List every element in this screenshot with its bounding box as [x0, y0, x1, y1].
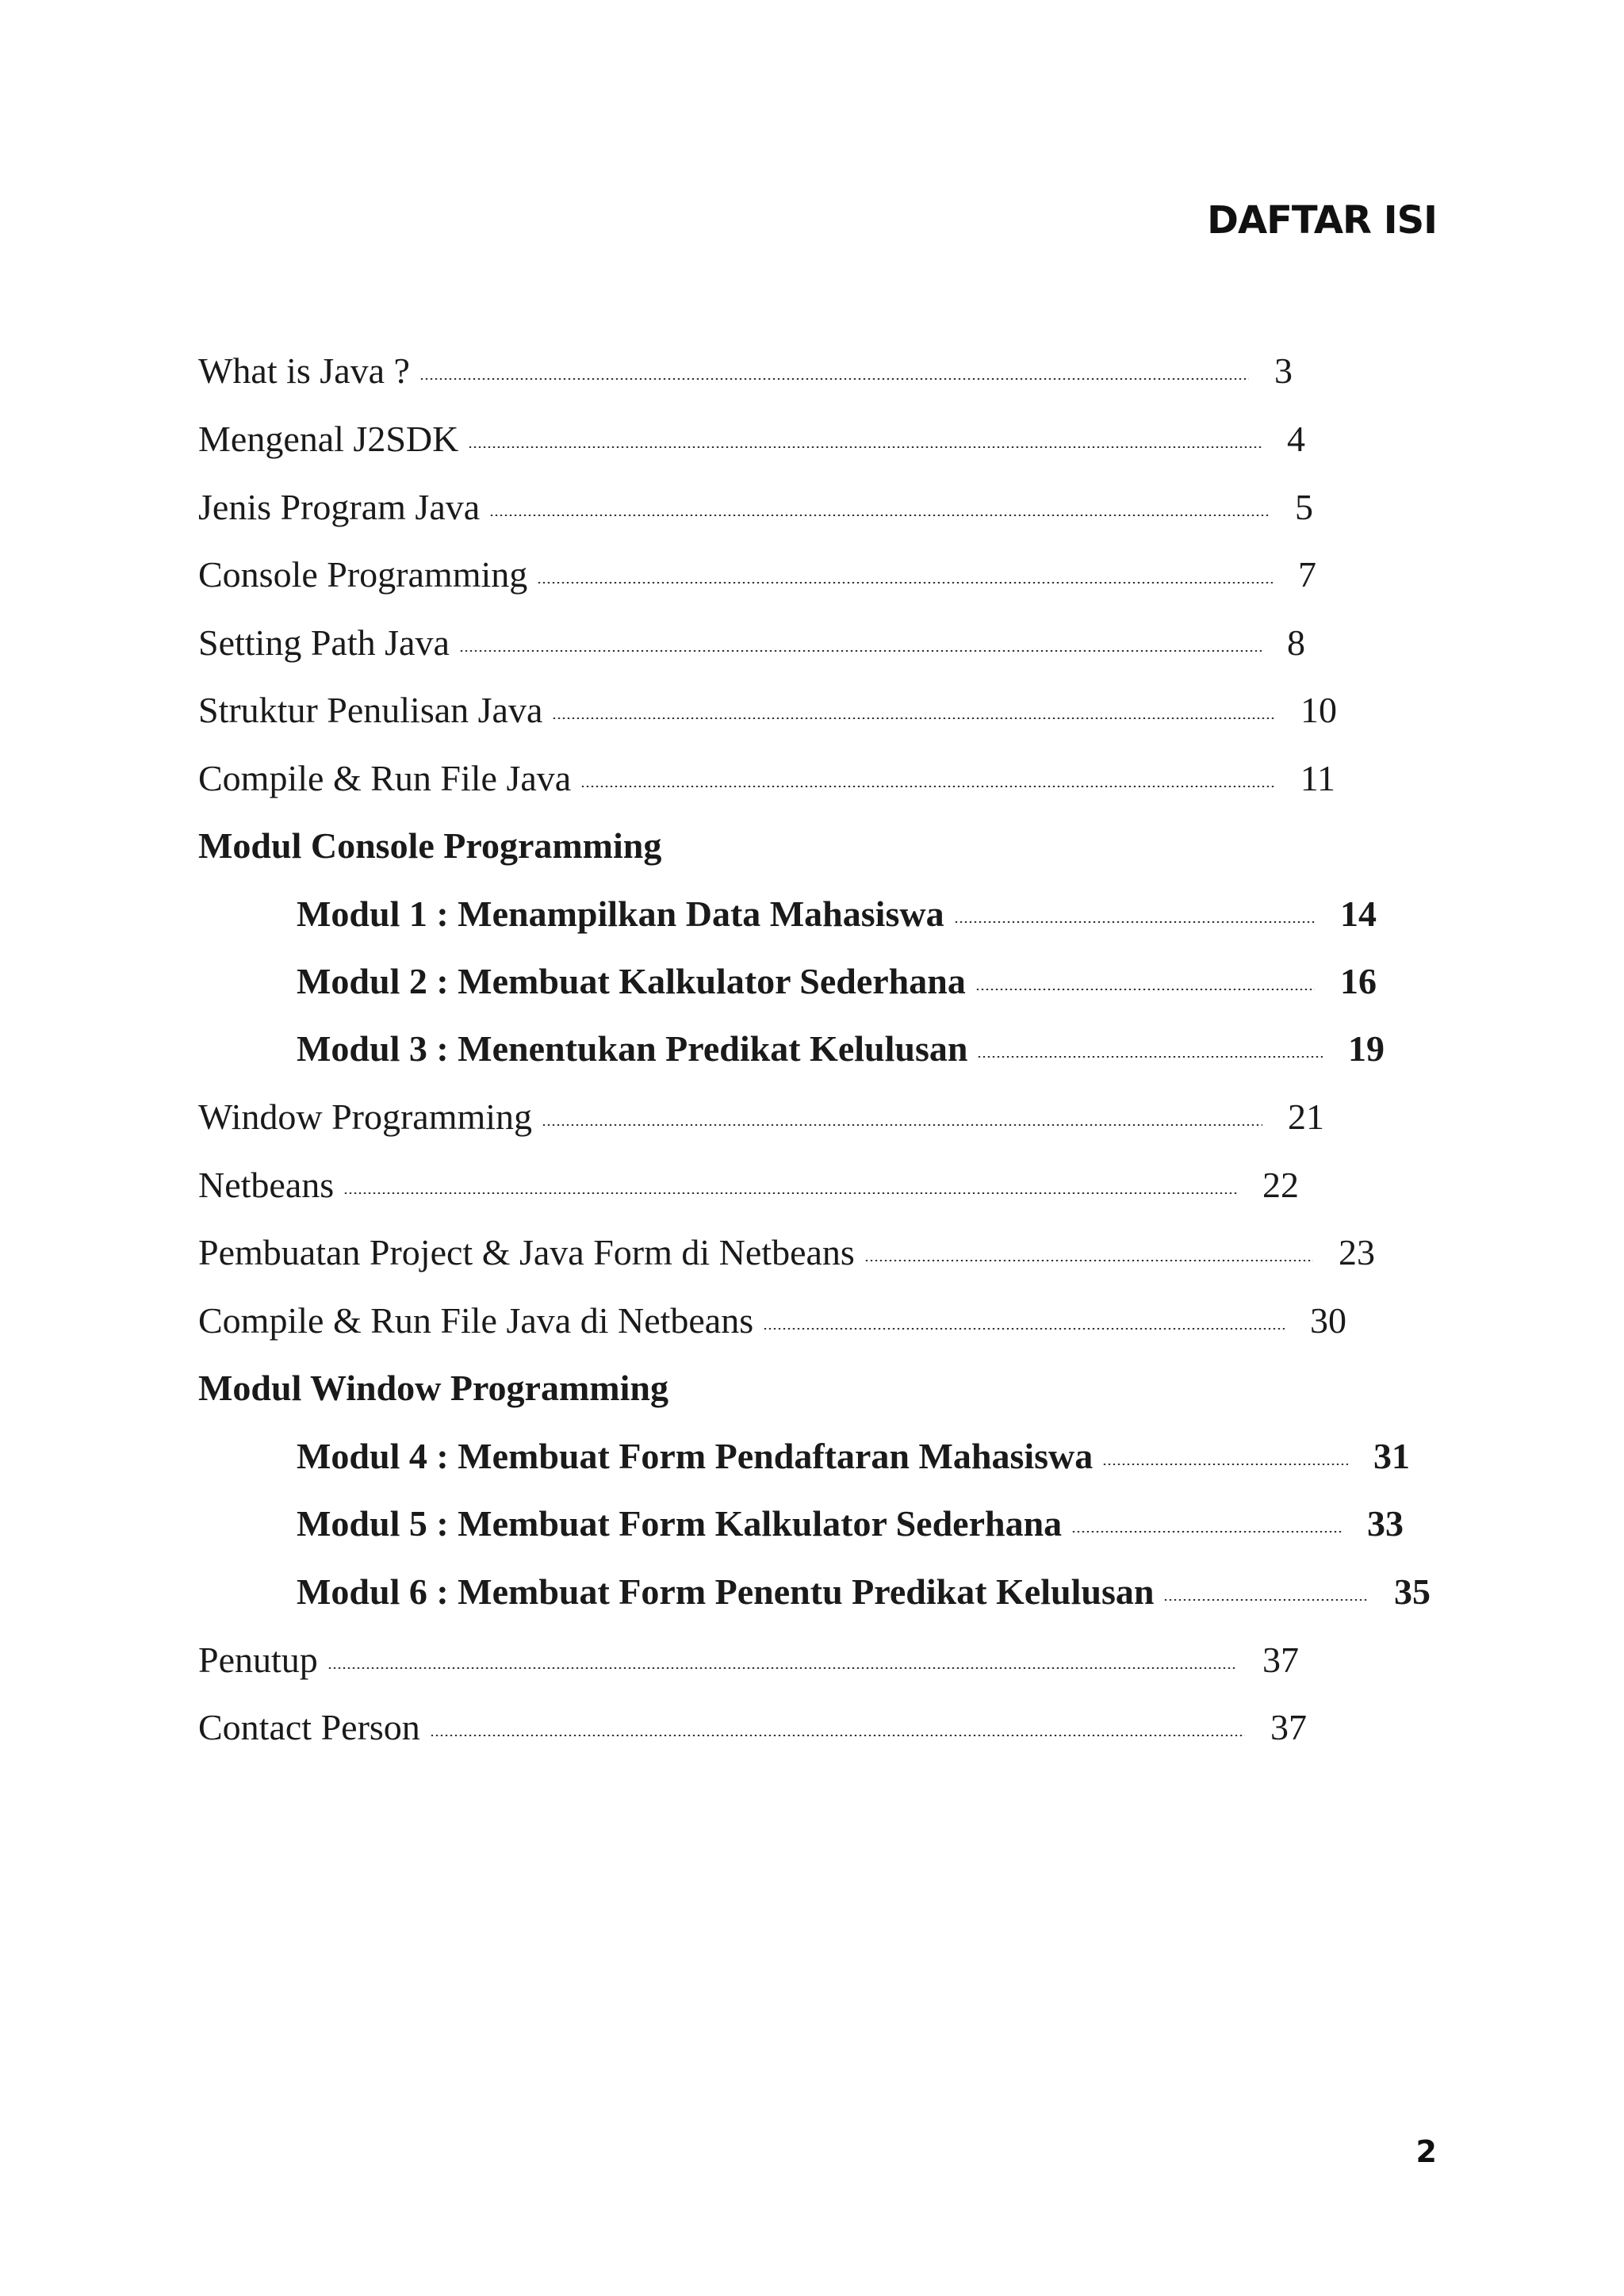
toc-subentry[interactable] — [297, 1489, 1404, 1557]
toc-entry[interactable] — [198, 1693, 1307, 1761]
toc-entry[interactable] — [198, 473, 1313, 541]
dot-leader — [537, 582, 1273, 584]
toc-entry-title: Mengenal J2SDK — [198, 418, 459, 459]
toc-entry-page: 21 — [1288, 1096, 1324, 1137]
toc-entry-title: Contact Person — [198, 1706, 420, 1747]
toc-entry[interactable] — [198, 608, 1305, 676]
toc-entry-title: Setting Path Java — [198, 622, 450, 663]
toc-entry-page: 19 — [1348, 1027, 1385, 1069]
toc-entry-page: 5 — [1295, 486, 1313, 527]
toc-subentry[interactable] — [297, 879, 1377, 947]
dot-leader — [343, 1192, 1237, 1194]
toc-entry-page: 33 — [1367, 1502, 1404, 1544]
toc-subentry[interactable] — [297, 947, 1377, 1015]
toc-entry-title: Struktur Penulisan Java — [198, 689, 543, 730]
toc-entry-title: Modul 3 : Menentukan Predikat Kelulusan — [297, 1027, 968, 1069]
toc-entry-title: Penutup — [198, 1639, 318, 1680]
toc-entry-title: Window Programming — [198, 1096, 533, 1137]
toc-entry[interactable] — [198, 404, 1305, 473]
toc-entry[interactable] — [198, 1218, 1375, 1286]
toc-section-heading[interactable] — [198, 811, 661, 879]
toc-entry-page: 22 — [1262, 1164, 1299, 1205]
toc-entry-title: Modul 1 : Menampilkan Data Mahasiswa — [297, 893, 944, 934]
dot-leader — [580, 786, 1275, 787]
toc-entry-page: 14 — [1340, 893, 1377, 934]
toc-entry-page: 37 — [1270, 1706, 1307, 1747]
toc-entry-page: 30 — [1310, 1299, 1346, 1341]
page-title: DAFTAR ISI — [1207, 198, 1437, 243]
dot-leader — [1071, 1531, 1342, 1533]
toc-entry-page: 23 — [1339, 1231, 1375, 1272]
toc-entry[interactable] — [198, 1150, 1299, 1219]
toc-subentry[interactable] — [297, 1422, 1410, 1490]
dot-leader — [1102, 1464, 1348, 1465]
toc-entry-title: Pembuatan Project & Java Form di Netbeans — [198, 1231, 855, 1272]
toc-entry-title: Modul 6 : Membuat Form Penentu Predikat Kelulusan — [297, 1571, 1155, 1612]
dot-leader — [542, 1124, 1262, 1126]
toc-entry-title: Modul 4 : Membuat Form Pendaftaran Mahasiswa — [297, 1435, 1094, 1476]
toc-entry-page: 35 — [1394, 1571, 1431, 1612]
toc-entry-page: 4 — [1287, 418, 1305, 459]
toc-entry-title: Modul Window Programming — [198, 1367, 668, 1408]
dot-leader — [763, 1328, 1285, 1330]
toc-entry-page: 16 — [1340, 960, 1377, 1001]
dot-leader — [864, 1260, 1313, 1261]
toc-entry-title: Compile & Run File Java — [198, 757, 572, 798]
toc-entry[interactable] — [198, 540, 1316, 608]
toc-entry[interactable] — [198, 1625, 1299, 1693]
toc-entry-title: What is Java ? — [198, 350, 410, 391]
toc-entry-page: 7 — [1298, 553, 1316, 595]
toc-entry-page: 10 — [1300, 689, 1337, 730]
dot-leader — [419, 378, 1249, 380]
dot-leader — [975, 989, 1315, 990]
dot-leader — [327, 1667, 1237, 1669]
toc-entry[interactable] — [198, 1286, 1346, 1354]
dot-leader — [954, 921, 1315, 923]
toc-entry-page: 8 — [1287, 622, 1305, 663]
toc-entry-title: Modul 5 : Membuat Form Kalkulator Sederhana — [297, 1502, 1063, 1544]
dot-leader — [459, 650, 1262, 652]
toc-entry[interactable] — [198, 1082, 1324, 1150]
dot-leader — [1163, 1599, 1369, 1601]
toc-entry[interactable] — [198, 336, 1293, 404]
dot-leader — [468, 446, 1262, 448]
toc-subentry[interactable] — [297, 1014, 1385, 1082]
dot-leader — [977, 1056, 1323, 1058]
toc-entry-title: Modul Console Programming — [198, 825, 662, 866]
toc-section-heading[interactable] — [198, 1353, 668, 1422]
toc-entry-title: Compile & Run File Java di Netbeans — [198, 1299, 754, 1341]
toc-entry-title: Jenis Program Java — [198, 486, 481, 527]
toc-entry-title: Console Programming — [198, 553, 528, 595]
toc-entry-title: Netbeans — [198, 1164, 335, 1205]
dot-leader — [552, 718, 1275, 719]
toc-entry-page: 37 — [1262, 1639, 1299, 1680]
toc-entry[interactable] — [198, 675, 1337, 744]
dot-leader — [430, 1735, 1245, 1736]
page-number: 2 — [1415, 2134, 1437, 2169]
toc-entry-title: Modul 2 : Membuat Kalkulator Sederhana — [297, 960, 966, 1001]
toc-entry-page: 31 — [1373, 1435, 1410, 1476]
toc-entry-page: 3 — [1274, 350, 1293, 391]
toc-entry[interactable] — [198, 744, 1335, 812]
toc-subentry[interactable] — [297, 1557, 1431, 1625]
dot-leader — [489, 515, 1270, 516]
toc-entry-page: 11 — [1300, 757, 1335, 798]
